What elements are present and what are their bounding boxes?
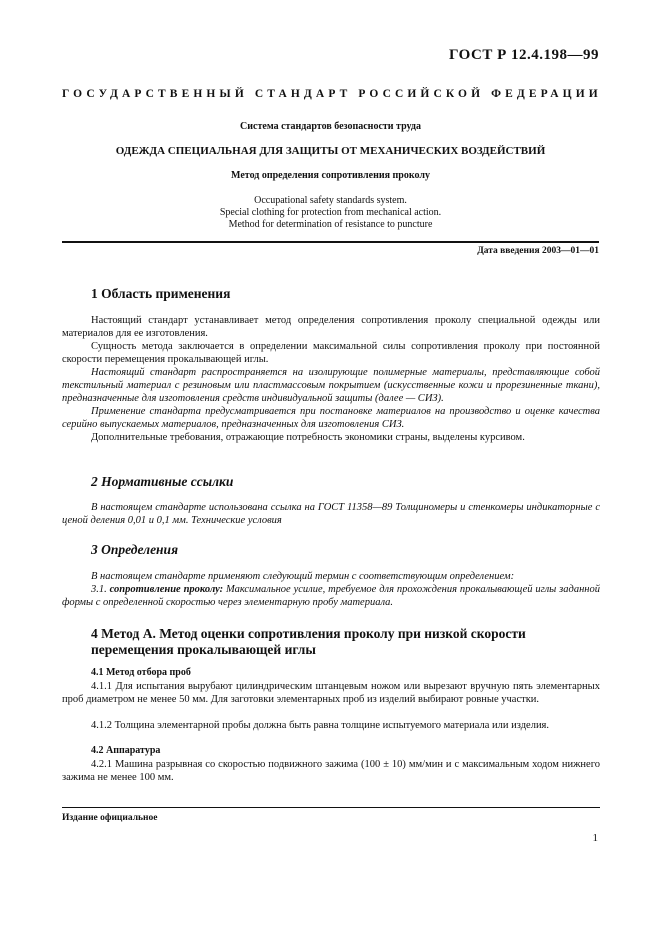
section1-paragraph	[62, 340, 600, 366]
paragraph-text: В настоящем стандарте применяют следующий термин с соответствующим определением:	[91, 571, 515, 582]
section1-paragraph-italic	[62, 405, 600, 431]
document-subtitle: Метод определения сопротивления проколу	[231, 170, 430, 181]
standard-number: ГОСТ Р 12.4.198—99	[448, 47, 599, 63]
edition-label: Издание официальное	[62, 813, 158, 823]
paragraph-text: Сущность метода заключается в определении максимальной силы сопротивления проколу при постоянной скорости перемещения прокалывающей иглы.	[62, 341, 600, 365]
page-number: 1	[592, 832, 598, 844]
paragraph-text: Применение стандарта предусматривается при постановке материалов на производство и оценке качества серийно выпускаемых материалов, предназначенных для изготовления СИЗ.	[62, 406, 600, 430]
definition-number: 3.1.	[91, 584, 107, 595]
footer-divider	[62, 807, 600, 808]
section3-paragraph-italic	[62, 570, 600, 583]
paragraph-text: В настоящем стандарте использована ссылка на ГОСТ 11358—89 Толщиномеры и стенкомеры индикаторные с ценой деления 0,01 и 0,1 мм. Технические условия	[62, 502, 600, 526]
title-divider	[62, 241, 599, 243]
paragraph-text: Дополнительные требования, отражающие потребность экономики страны, выделены курсивом.	[91, 432, 525, 443]
definition-term: сопротивление проколу:	[109, 584, 224, 595]
section4-paragraph	[62, 719, 600, 732]
english-title-line: Occupational safety standards system.	[254, 195, 407, 206]
section-heading-definitions: 3 Определения	[91, 542, 179, 557]
document-title: ОДЕЖДА СПЕЦИАЛЬНАЯ ДЛЯ ЗАЩИТЫ ОТ МЕХАНИЧЕСКИХ ВОЗДЕЙСТВИЙ	[115, 145, 546, 157]
english-title-block	[62, 195, 599, 231]
paragraph-text: Настоящий стандарт устанавливает метод определения сопротивления проколу специальной одежды или материалов для ее изготовления.	[62, 315, 600, 339]
section1-paragraph	[62, 431, 600, 444]
section-heading-scope: 1 Область применения	[91, 286, 231, 301]
definition-paragraph	[62, 583, 600, 609]
english-title-line: Special clothing for protection from mechanical action.	[219, 207, 442, 218]
section-heading-references: 2 Нормативные ссылки	[91, 474, 234, 489]
section4-paragraph	[62, 680, 600, 706]
definition-text	[62, 583, 600, 609]
section2-paragraph-italic	[62, 501, 600, 527]
section1-paragraph-italic	[62, 366, 600, 405]
introduction-date: Дата введения 2003—01—01	[477, 246, 599, 256]
subsection-heading-apparatus: 4.2 Аппаратура	[91, 745, 161, 756]
section-heading-method-a: 4 Метод А. Метод оценки сопротивления проколу при низкой скорости перемещения прокалывающей иглы	[91, 626, 526, 657]
standards-system-line: Система стандартов безопасности труда	[240, 121, 421, 132]
subsection-heading-sampling: 4.1 Метод отбора проб	[91, 667, 191, 678]
paragraph-text: Настоящий стандарт распространяется на изолирующие полимерные материалы, представляющие собой текстильный материал с резиновым или пластмассовым покрытием (искусственные кожи и прорезиненные ткани), предназначенные для изготовления средств индивидуальной защиты (далее — СИЗ).	[62, 367, 600, 404]
definition-body: Максимальное усилие, требуемое для прохождения прокалывающей иглы заданной формы с определенной скоростью через элементарную пробу материала.	[62, 584, 600, 608]
state-standard-banner: ГОСУДАРСТВЕННЫЙ СТАНДАРТ РОССИЙСКОЙ ФЕДЕРАЦИИ	[62, 88, 602, 100]
paragraph-text: 4.1.2 Толщина элементарной пробы должна быть равна толщине испытуемого материала или изделия.	[91, 720, 550, 731]
paragraph-text: 4.1.1 Для испытания вырубают цилиндрическим штанцевым ножом или вырезают вручную пять элементарных проб диаметром не менее 50 мм. Для заготовки элементарных проб из изделий выбирают ровные участки.	[62, 681, 600, 705]
section4-paragraph	[62, 758, 600, 784]
section1-paragraph	[62, 314, 600, 340]
paragraph-text: 4.2.1 Машина разрывная со скоростью подвижного зажима (100 ± 10) мм/мин и с максимальным ходом нижнего зажима не менее 100 мм.	[62, 759, 600, 783]
english-title-line: Method for determination of resistance to puncture	[228, 219, 433, 230]
